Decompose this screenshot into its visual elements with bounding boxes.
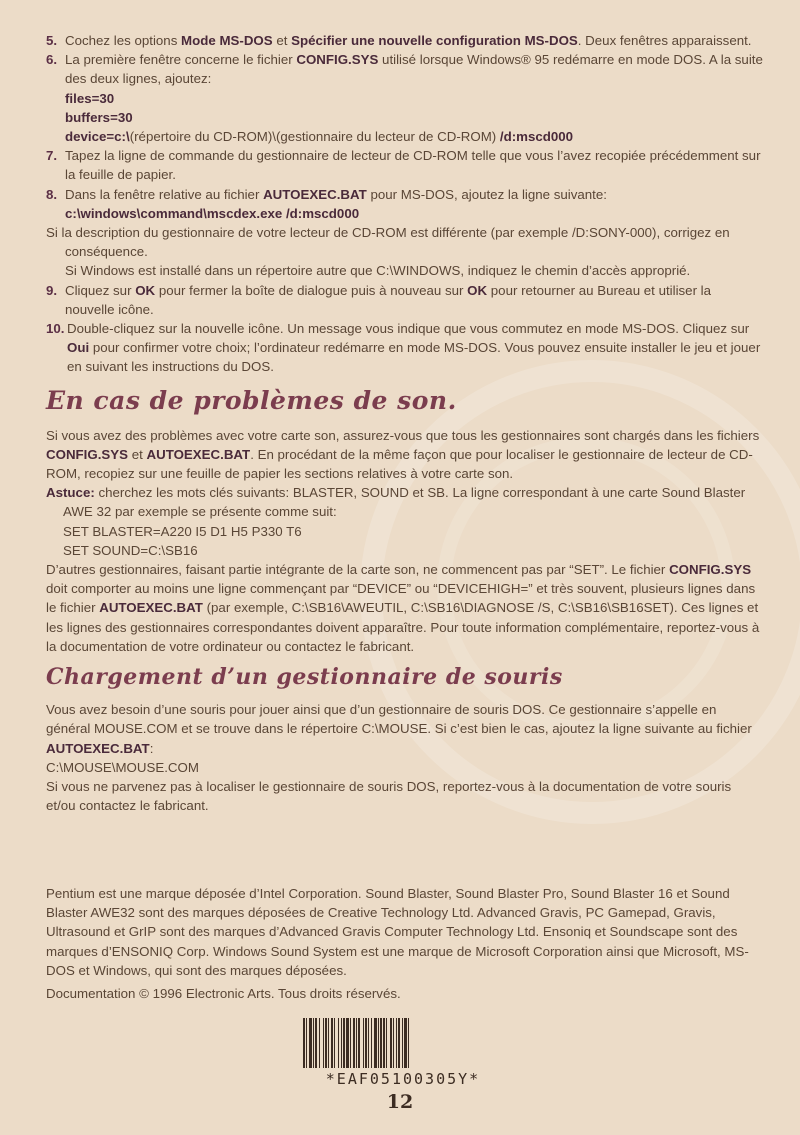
text-run: (par exemple, C:\SB16\AWEUTIL, C:\SB16\DIAGNOSE /S, C:\SB16\SB16SET). Ces lignes et les lignes des gestionnaires correspondantes doivent apparaître. Pour toute information complémentaire, reportez-vous à la documentation de votre ordinateur ou contactez le fabricant. bbox=[46, 600, 760, 654]
step-7 bbox=[46, 146, 764, 184]
text-run: : bbox=[149, 740, 154, 756]
bold-term: Spécifier une nouvelle configuration MS-DOS bbox=[291, 33, 578, 48]
text-run: Cochez les options bbox=[65, 33, 182, 48]
text-run: D’autres gestionnaires, faisant partie intégrante de la carte son, ne commencent pas par “SET”. Le fichier bbox=[46, 562, 670, 578]
step-8 bbox=[46, 185, 764, 223]
bold-term: AUTOEXEC.BAT bbox=[99, 600, 203, 616]
text-run: . Deux fenêtres apparaissent. bbox=[577, 33, 752, 48]
step-number: 10. bbox=[46, 321, 65, 337]
note-text: Si la description du gestionnaire de votre lecteur de CD-ROM est différente (par exemple /D:SONY-000), corrigez en conséquence. bbox=[46, 225, 730, 260]
bold-term: CONFIG.SYS bbox=[296, 52, 379, 68]
step-number: 5. bbox=[46, 33, 58, 48]
step-number: 8. bbox=[46, 186, 58, 202]
tip-label: Astuce: bbox=[46, 485, 95, 501]
mouse-command: C:\MOUSE\MOUSE.COM bbox=[46, 759, 199, 775]
bold-term: AUTOEXEC.BAT bbox=[146, 446, 251, 462]
text-run: pour fermer la boîte de dialogue puis à nouveau sur bbox=[155, 282, 468, 298]
bold-term: OK bbox=[467, 282, 488, 298]
tip-text: cherchez les mots clés suivants: BLASTER, SOUND et SB. La ligne correspondant à une carte Sound Blaster AWE 32 par exemple se présente comme suit: bbox=[63, 485, 746, 520]
mscdex-command: c:\windows\command\mscdex.exe /d:mscd000 bbox=[65, 205, 360, 221]
text-run: Double-cliquez sur la nouvelle icône. Un message vous indique que vous commutez en mode MS-DOS. Cliquez sur bbox=[67, 321, 750, 337]
step-text bbox=[65, 185, 764, 223]
main-content bbox=[46, 31, 764, 815]
step-6 bbox=[46, 50, 764, 146]
barcode-bar bbox=[409, 1018, 411, 1068]
heading-mouse-driver: Chargement d’un gestionnaire de souris bbox=[46, 664, 563, 691]
text-run: pour MS-DOS, ajoutez la ligne suivante: bbox=[366, 186, 607, 202]
bold-term: AUTOEXEC.BAT bbox=[46, 740, 150, 756]
step-text bbox=[67, 319, 764, 377]
text-run: pour retourner au Bureau et utiliser la nouvelle icône. bbox=[65, 282, 712, 317]
sound-paragraph-2 bbox=[46, 560, 764, 656]
text-run: et bbox=[128, 446, 147, 462]
barcode-bars bbox=[303, 1018, 503, 1068]
note-windows-path: Si Windows est installé dans un répertoire autre que C:\WINDOWS, indiquez le chemin d’accès approprié. bbox=[65, 263, 691, 279]
tip-line-sound: SET SOUND=C:\SB16 bbox=[63, 542, 198, 558]
barcode bbox=[303, 1018, 503, 1088]
bold-term: Mode MS-DOS bbox=[181, 33, 273, 48]
heading-sound-problems: En cas de problèmes de son. bbox=[46, 385, 457, 415]
config-line-buffers: buffers=30 bbox=[65, 109, 133, 125]
note-cdrom-description bbox=[46, 223, 764, 261]
page-number: 12 bbox=[386, 1091, 414, 1113]
step-text bbox=[65, 281, 764, 319]
step-text: Tapez la ligne de commande du gestionnaire de lecteur de CD-ROM telle que vous l’avez recopiée précédemment sur la feuille de papier. bbox=[65, 148, 761, 183]
footer bbox=[46, 884, 764, 1003]
bold-term: device=c:\ bbox=[65, 129, 130, 145]
bold-term: Oui bbox=[67, 340, 90, 356]
bold-term: AUTOEXEC.BAT bbox=[263, 186, 367, 202]
barcode-text: *EAF05100305Y* bbox=[325, 1070, 481, 1088]
mouse-paragraph-1 bbox=[46, 700, 764, 758]
text-run: . En procédant de la même façon que pour localiser le gestionnaire de lecteur de CD-ROM, recopiez sur une feuille de papier les sections relatives à votre carte son. bbox=[46, 446, 753, 482]
text-run: Si vous avez des problèmes avec votre carte son, assurez-vous que tous les gestionnaires sont chargés dans les fichiers bbox=[46, 427, 760, 443]
text-run: et bbox=[272, 33, 292, 48]
text-run: Dans la fenêtre relative au fichier bbox=[65, 186, 264, 202]
bold-term: /d:mscd000 bbox=[499, 129, 574, 145]
trademarks-text: Pentium est une marque déposée d’Intel Corporation. Sound Blaster, Sound Blaster Pro, Sound Blaster 16 et Sound Blaster AWE32 sont des marques déposées de Creative Technology Ltd. Advanced Gravis, PC Gamepad, Gravis, Ultrasound et GrIP sont des marques d’Advanced Gravis Computer Technology Ltd. Ensoniq et Soundscape sont des marques d’ENSONIQ Corp. Windows Sound System est une marque de Microsoft Corporation ainsi que Microsoft, MS-DOS et Windows, qui sont des marques déposées. bbox=[46, 886, 749, 978]
text-run: Cliquez sur bbox=[65, 282, 136, 298]
tip-block bbox=[46, 483, 764, 521]
bold-term: CONFIG.SYS bbox=[46, 446, 129, 462]
step-5 bbox=[46, 31, 764, 50]
bold-term: OK bbox=[135, 282, 156, 298]
text-run: La première fenêtre concerne le fichier bbox=[65, 52, 297, 68]
step-9 bbox=[46, 281, 764, 319]
step-number: 9. bbox=[46, 282, 58, 298]
step-number: 7. bbox=[46, 148, 58, 164]
text-run: Vous avez besoin d’une souris pour jouer ainsi que d’un gestionnaire de souris DOS. Ce gestionnaire s’appelle en général MOUSE.COM et se trouve dans le répertoire C:\MOUSE. Si c’est bien le cas, ajoutez la ligne suivante au fichier bbox=[46, 702, 752, 737]
bold-term: CONFIG.SYS bbox=[669, 562, 752, 578]
copyright-text: Documentation © 1996 Electronic Arts. Tous droits réservés. bbox=[46, 986, 401, 1002]
text-run: doit comporter au moins une ligne commençant par “DEVICE” ou “DEVICEHIGH=” et très souvent, plusieurs lignes dans le fichier bbox=[46, 581, 756, 616]
mouse-paragraph-2: Si vous ne parvenez pas à localiser le gestionnaire de souris DOS, reportez-vous à la documentation de votre souris et/ou contactez le fabricant. bbox=[46, 778, 732, 814]
text-run: pour confirmer votre choix; l’ordinateur redémarre en mode MS-DOS. Vous pouvez ensuite installer le jeu et jouer en suivant les instructions du DOS. bbox=[67, 340, 761, 375]
text-run: utilisé lorsque Windows® 95 redémarre en mode DOS. A la suite des deux lignes, ajoutez: bbox=[65, 52, 763, 87]
step-text bbox=[65, 50, 764, 146]
sound-paragraph-1 bbox=[46, 426, 764, 484]
tip-line-blaster: SET BLASTER=A220 I5 D1 H5 P330 T6 bbox=[63, 523, 302, 539]
text-run: (répertoire du CD-ROM)\(gestionnaire du lecteur de CD-ROM) bbox=[129, 129, 500, 145]
step-number: 6. bbox=[46, 52, 58, 68]
step-10 bbox=[46, 319, 764, 377]
step-text bbox=[65, 31, 764, 50]
config-line-device bbox=[65, 127, 764, 146]
config-line-files: files=30 bbox=[65, 90, 115, 106]
